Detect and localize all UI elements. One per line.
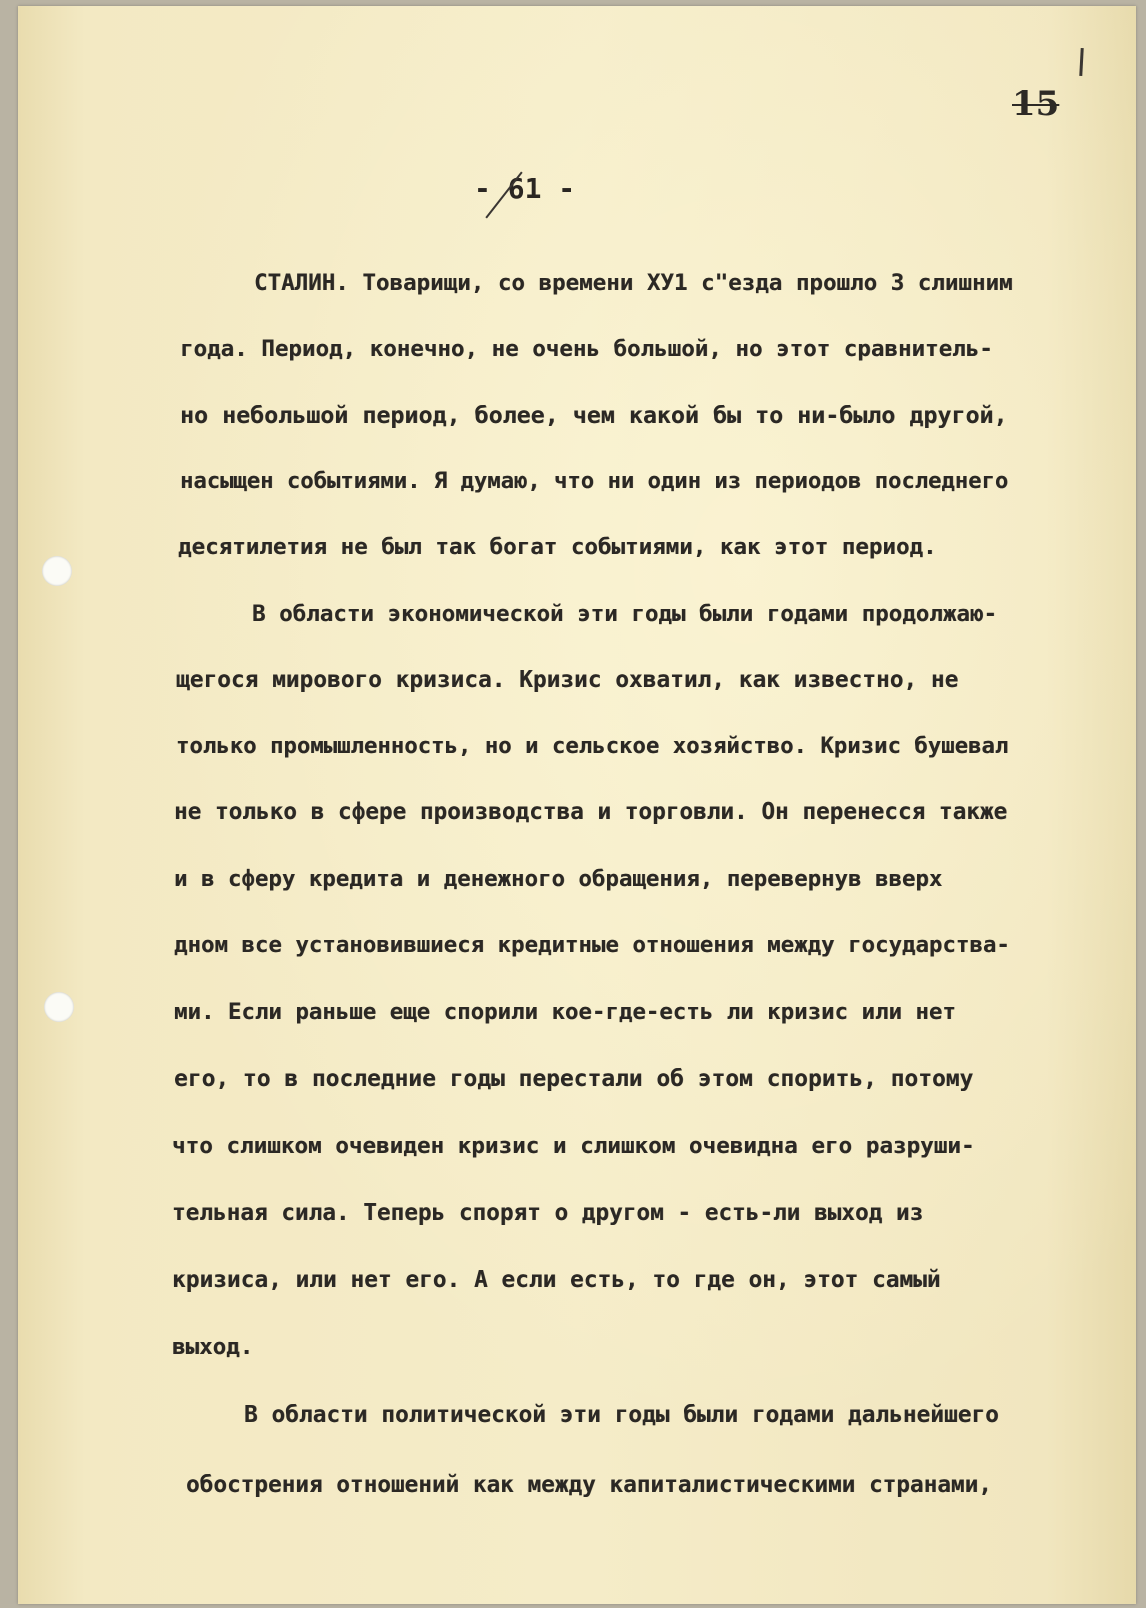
text-line: щегося мирового кризиса. Кризис охватил, как известно, не <box>176 667 959 693</box>
text-line: ми. Если раньше еще спорили кое-где-есть ли кризис или нет <box>174 999 956 1025</box>
text-line: насыщен событиями. Я думаю, что ни один из периодов последнего <box>180 468 1009 494</box>
text-line: В области экономической эти годы были годами продолжаю- <box>252 601 998 627</box>
text-line: выход. <box>172 1334 254 1360</box>
text-line: тельная сила. Теперь спорят о другом - есть-ли выход из <box>172 1200 924 1226</box>
text-line: не только в сфере производства и торговли. Он перенесся также <box>174 799 1008 825</box>
text-line: года. Период, конечно, не очень большой, но этот сравнитель- <box>180 336 993 362</box>
page-number-text: - 61 - <box>474 172 576 205</box>
punch-hole <box>44 992 74 1022</box>
punch-hole <box>42 556 72 586</box>
text-line: десятилетия не был так богат событиями, как этот период. <box>178 534 937 560</box>
text-line: СТАЛИН. Товарищи, со времени ХУ1 с"езда прошло 3 слишним <box>254 270 1013 296</box>
archive-sheet-number: 15 <box>1012 84 1060 124</box>
page-number <box>474 172 594 205</box>
text-line: его, то в последние годы перестали об этом спорить, потому <box>174 1066 974 1092</box>
text-line: но небольшой период, более, чем какой бы то ни-было другой, <box>180 402 1008 429</box>
pencil-mark <box>1079 48 1083 76</box>
text-line: и в сферу кредита и денежного обращения, перевернув вверх <box>174 866 943 892</box>
text-line: В области политической эти годы были годами дальнейшего <box>244 1402 999 1428</box>
text-line: дном все установившиеся кредитные отношения между государства- <box>174 932 1010 958</box>
text-line: только промышленность, но и сельское хозяйство. Кризис бушевал <box>176 733 1009 759</box>
text-line: обострения отношений как между капиталистическими странами, <box>186 1472 992 1498</box>
document-page <box>18 6 1136 1604</box>
text-line: что слишком очевиден кризис и слишком очевидна его разруши- <box>172 1133 975 1159</box>
text-line: кризиса, или нет его. А если есть, то где он, этот самый <box>172 1267 941 1293</box>
